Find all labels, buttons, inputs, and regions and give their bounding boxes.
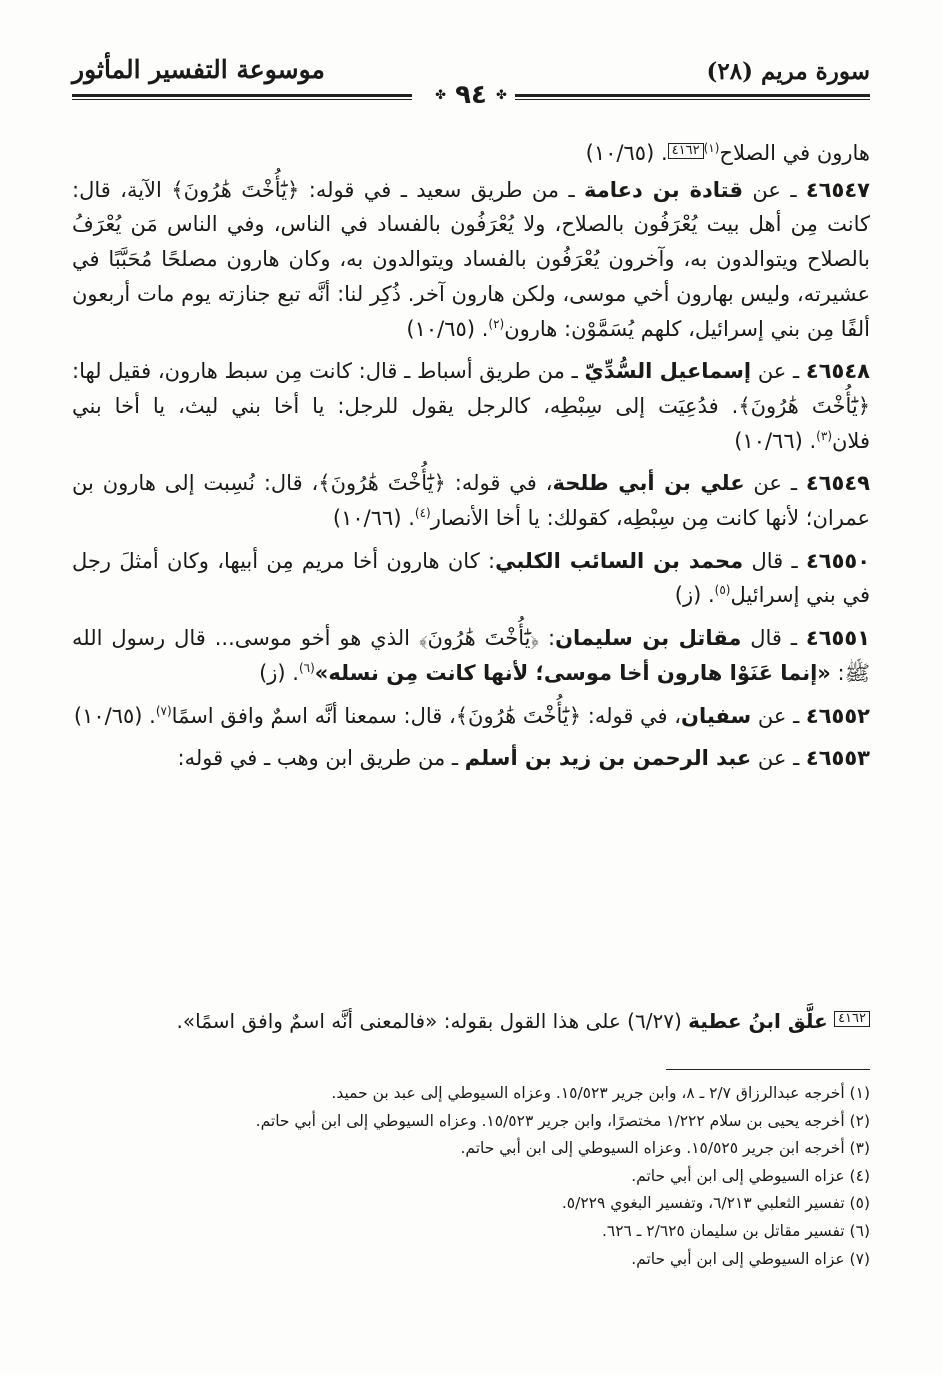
entry-46553 bbox=[72, 741, 870, 776]
text: ، قال: سمعنا أنَّه اسمٌ وافق اسمًا bbox=[171, 703, 456, 728]
footnote-5: (٥) تفسير الثعلبي ٦/٢١٣، وتفسير البغوي ٥/٢٢٩. bbox=[561, 1194, 870, 1213]
entry-46547 bbox=[72, 173, 870, 347]
text: ـ قال bbox=[741, 626, 806, 651]
ornament-icon: ✤ bbox=[495, 88, 507, 103]
narrator-name: قتادة بن دعامة bbox=[584, 177, 743, 202]
narrator-name: محمد بن السائب الكلبي bbox=[495, 548, 744, 573]
narrator-name: مقاتل بن سليمان bbox=[555, 626, 742, 651]
quran-quote: ﴿يَٰٓأُخْتَ هَٰرُونَ﴾ bbox=[318, 471, 446, 496]
text: : bbox=[539, 626, 556, 651]
text: . فدُعِيَت إلى سِبْطِه، كالرجل يقول للرجل: يا أخا بني ليث، يا أخا بني فلان bbox=[72, 393, 870, 453]
quran-quote: ﴿يَٰٓأُخْتَ هَٰرُونَ﴾ bbox=[418, 626, 540, 651]
ornament-icon: ✤ bbox=[435, 88, 447, 103]
text: ـ من طريق أسباط ـ قال: كانت مِن سبط هارون، فقيل لها: bbox=[72, 359, 585, 384]
entry-number: ٤٦٥٥٣ bbox=[805, 746, 870, 771]
text: ، في قوله: bbox=[581, 703, 682, 728]
footnote-1: (١) أخرجه عبدالرزاق ٢/٧ ـ ٨، وابن جرير ١٥/٥٢٣. وعزاه السيوطي إلى عبد بن حميد. bbox=[331, 1084, 870, 1102]
header-rule-right bbox=[515, 94, 870, 97]
quran-quote: ﴿يَٰٓأُخْتَ هَٰرُونَ﴾ bbox=[738, 393, 871, 418]
text: ـ من طريق ابن وهب ـ في قوله: bbox=[177, 746, 465, 771]
footnote-7: (٧) عزاه السيوطي إلى ابن أبي حاتم. bbox=[631, 1249, 870, 1268]
source-ref: . (ز) bbox=[259, 660, 299, 685]
footnote-2: (٢) أخرجه يحيى بن سلام ١/٢٢٢ مختصرًا، وابن جرير ١٥/٥٢٣. وعزاه السيوطي إلى ابن أبي حاتم. bbox=[255, 1111, 870, 1130]
text: الآية، قال: كانت مِن أهل بيت يُعْرَفُون بالصلاح، ولا يُعْرَفُون بالفساد في الناس، وفي الناس مَن يُعْرَفُ بالصلاح ويتوالدون به، وآخرون يُعْرَفُون بالفساد ويتوالدون به، وكان هارون مصلحًا مُحَبَّبًا في عشيرته، وليس بهارون أخي موسى، ولكن هارون آخر. ذُكِر لنا: أنَّه تبع جنازته يوم مات أربعون ألفًا مِن بني إسرائيل، كلهم يُسَمَّوْن: هارون bbox=[72, 177, 870, 341]
footnote-4: (٤) عزاه السيوطي إلى ابن أبي حاتم. bbox=[631, 1166, 870, 1185]
main-text bbox=[72, 136, 870, 776]
footnote-marker: (٦) bbox=[298, 660, 315, 675]
footnotes bbox=[72, 1080, 870, 1273]
narrator-name: عبد الرحمن بن زيد بن أسلم bbox=[464, 746, 752, 771]
commentary-box-ref: ٤١٦٢ bbox=[668, 143, 704, 159]
narrator-name: سفيان bbox=[681, 703, 752, 728]
commentator-name: علَّق ابنُ عطية bbox=[688, 1009, 828, 1033]
text: ـ من طريق سعيد ـ في قوله: bbox=[299, 177, 585, 202]
header-rule-left bbox=[72, 94, 412, 97]
entry-number: ٤٦٥٤٧ bbox=[805, 177, 870, 202]
commentary-note bbox=[72, 1006, 870, 1036]
footnote-3: (٣) أخرجه ابن جرير ١٥/٥٢٥. وعزاه السيوطي إلى ابن أبي حاتم. bbox=[460, 1139, 870, 1158]
entry-46550 bbox=[72, 544, 870, 613]
hadith-quote: «إنما عَنَوْا هارون أخا موسى؛ لأنها كانت مِن نسله» bbox=[314, 660, 831, 685]
entry-number: ٤٦٥٥٢ bbox=[805, 703, 870, 728]
text: الذي هو أخو موسى... قال رسول الله ﷺ: bbox=[72, 626, 870, 685]
entry-46552 bbox=[72, 699, 870, 734]
text: ـ قال bbox=[743, 548, 806, 573]
source-ref: . (ز) bbox=[674, 583, 715, 608]
footnote-marker: (٧) bbox=[155, 703, 172, 718]
page-number bbox=[421, 80, 521, 110]
text: : كان هارون أخا مريم مِن أبيها، وكان أمثلَ رجل في بني إسرائيل bbox=[72, 548, 870, 608]
footnote-marker: (٢) bbox=[488, 316, 505, 331]
text: هارون في الصلاح bbox=[719, 141, 870, 165]
commentary-box-ref: ٤١٦٢ bbox=[834, 1011, 870, 1027]
entry-46548 bbox=[72, 354, 870, 458]
commentary-text: (٦/٢٧) على هذا القول بقوله: «فالمعنى أنَّه اسمٌ وافق اسمًا». bbox=[176, 1009, 689, 1033]
entry-number: ٤٦٥٥١ bbox=[805, 626, 871, 651]
page-number-value: ٩٤ bbox=[455, 80, 487, 110]
footnote-6: (٦) تفسير مقاتل بن سليمان ٢/٦٢٥ ـ ٦٢٦. bbox=[601, 1221, 870, 1240]
entry-number: ٤٦٥٤٩ bbox=[805, 471, 870, 496]
text: ـ عن bbox=[751, 703, 806, 728]
source-ref: . (١٠/٦٦) bbox=[332, 506, 415, 531]
text: ، قال: نُسِبت إلى هارون بن عمران؛ لأنها كانت مِن سِبْطِه، كقولك: يا أخا الأنصار bbox=[72, 471, 870, 531]
entry-number: ٤٦٥٤٨ bbox=[805, 359, 870, 384]
text: ـ عن bbox=[751, 359, 806, 384]
narrator-name: إسماعيل السُّدِّيّ bbox=[584, 359, 752, 384]
source-ref: . (١٠/٦٥) bbox=[73, 703, 156, 728]
footnote-marker: (٣) bbox=[816, 428, 832, 443]
quran-quote: ﴿يَٰٓأُخْتَ هَٰرُونَ﴾ bbox=[171, 177, 300, 202]
source-ref: . (١٠/٦٥) bbox=[406, 316, 489, 341]
entry-number: ٤٦٥٥٠ bbox=[805, 548, 871, 573]
entry-46551 bbox=[72, 621, 870, 690]
book-title-header: موسوعة التفسير المأثور bbox=[72, 55, 325, 84]
text: ـ عن bbox=[744, 471, 806, 496]
footnote-marker: (٤) bbox=[414, 506, 431, 521]
footnote-marker: (٥) bbox=[714, 583, 731, 598]
surah-header: سورة مريم (٢٨) bbox=[706, 58, 870, 85]
footnote-separator bbox=[666, 1069, 870, 1070]
text: ـ عن bbox=[743, 177, 806, 202]
narrator-name: علي بن أبي طلحة bbox=[552, 471, 745, 496]
quran-quote: ﴿يَٰٓأُخْتَ هَٰرُونَ﴾ bbox=[455, 703, 582, 728]
entry-continuation bbox=[72, 136, 870, 171]
entry-46549 bbox=[72, 466, 870, 535]
text: ، في قوله: bbox=[445, 471, 553, 496]
source-ref: . (١٠/٦٥) bbox=[585, 141, 668, 165]
source-ref: . (١٠/٦٦) bbox=[734, 428, 817, 453]
text: ـ عن bbox=[751, 746, 806, 771]
footnote-marker: (١) bbox=[703, 141, 720, 155]
